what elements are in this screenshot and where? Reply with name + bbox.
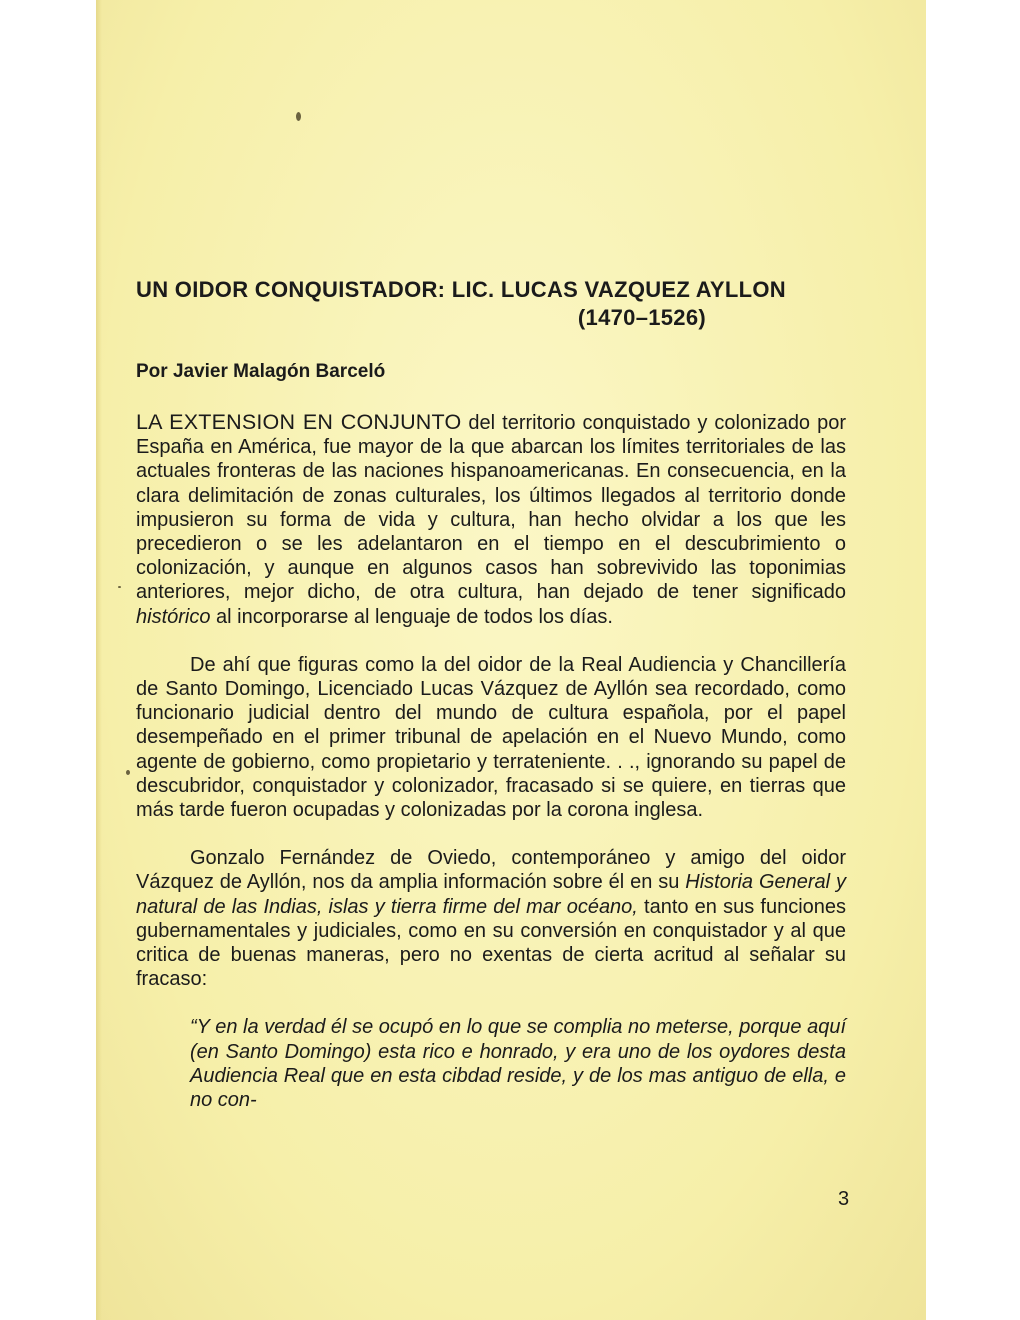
ink-speck [296, 112, 301, 121]
title-line-2: (1470–1526) [577, 305, 706, 330]
paragraph-1-tail: al incorporarse al lenguaje de todos los días. [210, 605, 613, 628]
ink-speck [118, 586, 121, 588]
paragraph-1-lead: LA EXTENSION EN CONJUNTO [136, 410, 462, 434]
block-quote: “Y en la verdad él se ocupó en lo que se complia no meterse, porque aquí (en Santo Domingo) esta rico e honrado, y era uno de los oydores desta Audiencia Real que en esta cibdad reside, y de los mas antiguo de ella, e no con- [190, 1016, 846, 1112]
paragraph-1 [136, 410, 846, 629]
paragraph-3-text-a: Gonzalo Fernández de Oviedo, contemporáneo y amigo del oidor Vázquez de Ayllón, nos da amplia información sobre él en su [136, 847, 846, 894]
paragraph-3 [136, 846, 846, 991]
article [136, 276, 846, 1112]
paragraph-3-book-title: Historia General y natural de las Indias, islas y tierra firme del mar océano, [136, 871, 846, 918]
paragraph-3-text-b: tanto en sus funciones gubernamentales y judiciales, como en su conversión en conquistador y al que critica de buenas maneras, pero no exentas de cierta acritud al señalar su fracaso: [136, 895, 847, 991]
paragraph-2: De ahí que figuras como la del oidor de la Real Audiencia y Chancillería de Santo Domingo, Licenciado Lucas Vázquez de Ayllón sea recordado, como funcionario judicial dentro del mundo de cultura española, por el papel desempeñado en el primer tribunal de apelación en el Nuevo Mundo, como agente de gobierno, como propietario y terrateniente. . ., ignorando su papel de descubridor, conquistador y colonizador, fracasado si se quiere, en tierras que más tarde fueron ocupadas y colonizadas por la corona inglesa. [136, 653, 846, 822]
ink-speck [126, 770, 130, 775]
title-line-1: UN OIDOR CONQUISTADOR: LIC. LUCAS VAZQUEZ AYLLON [136, 277, 786, 302]
paragraph-1-italic: histórico [136, 605, 211, 628]
page-number: 3 [838, 1188, 850, 1210]
paper-edge [96, 0, 102, 1320]
paragraph-1-text: del territorio conquistado y colonizado por España en América, fue mayor de la que abarcan los límites territoriales de las actuales fronteras de las naciones hispanoamericanas. En consecuencia, en la clara delimitación de zonas culturales, los últimos llegados al territorio donde impusieron su forma de vida y cultura, han hecho olvidar a los que les precedieron o se les adelantaron en el tiempo en el descubrimiento o colonización, y aunque en algunos casos han sobrevivido las toponimias anteriores, mejor dicho, de otra cultura, han dejado de tener significado [136, 412, 846, 604]
article-title [136, 276, 846, 332]
author-byline: Por Javier Malagón Barceló [136, 361, 386, 382]
